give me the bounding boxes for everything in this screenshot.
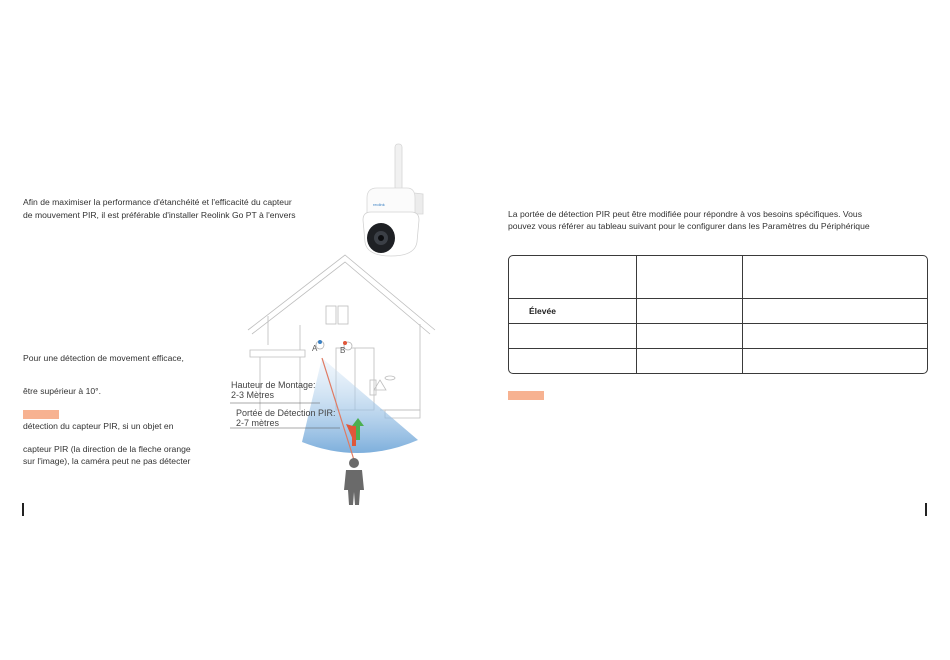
mount-height-label: Hauteur de Montage:	[231, 380, 316, 390]
right-page-marker	[925, 503, 927, 516]
note-line-2: capteur PIR (la direction de la fleche orange	[23, 444, 191, 454]
marker-a: A	[312, 344, 318, 353]
table-cell	[637, 299, 743, 324]
table-cell	[509, 256, 637, 299]
table-cell	[509, 324, 637, 349]
left-page-marker	[22, 503, 24, 516]
camera-brand-text: reolink	[373, 202, 385, 207]
left-intro-line-2: de mouvement PIR, il est préférable d'installer Reolink Go PT à l'envers	[23, 210, 296, 220]
table-cell	[509, 349, 637, 373]
table-cell: Élevée	[509, 299, 637, 324]
table-cell	[743, 349, 927, 373]
table-cell	[637, 256, 743, 299]
note-line-3: sur l'image), la caméra peut ne pas détecter	[23, 456, 191, 466]
table-row	[509, 299, 927, 324]
table-cell	[637, 324, 743, 349]
mount-height-value: 2-3 Mètres	[231, 390, 275, 400]
table-cell	[743, 256, 927, 299]
table-cell	[743, 324, 927, 349]
right-note-tag	[508, 391, 544, 400]
pir-range-label: Portée de Détection PIR:	[236, 408, 336, 418]
detection-tip-line: Pour une détection de movement efficace,	[23, 353, 184, 363]
right-intro-line-1: La portée de détection PIR peut être modifiée pour répondre à vos besoins spécifiques. Vous	[508, 209, 863, 219]
note-tag	[23, 410, 59, 419]
note-line-1: détection du capteur PIR, si un objet en	[23, 421, 174, 431]
table-cell	[743, 299, 927, 324]
right-intro-line-2: pouvez vous référer au tableau suivant pour le configurer dans les Paramètres du Périphérique	[508, 221, 870, 231]
angle-tip-line: être supérieur à 10°.	[23, 386, 101, 396]
table-cell	[637, 349, 743, 373]
table-row	[509, 324, 927, 349]
camera-image	[355, 140, 435, 260]
pir-range-value: 2-7 mètres	[236, 418, 280, 428]
table-row	[509, 256, 927, 299]
pir-sensitivity-table	[508, 255, 928, 374]
marker-b: B	[340, 346, 346, 355]
left-intro-line-1: Afin de maximiser la performance d'étanchéité et l'efficacité du capteur	[23, 197, 292, 207]
table-row	[509, 349, 927, 373]
